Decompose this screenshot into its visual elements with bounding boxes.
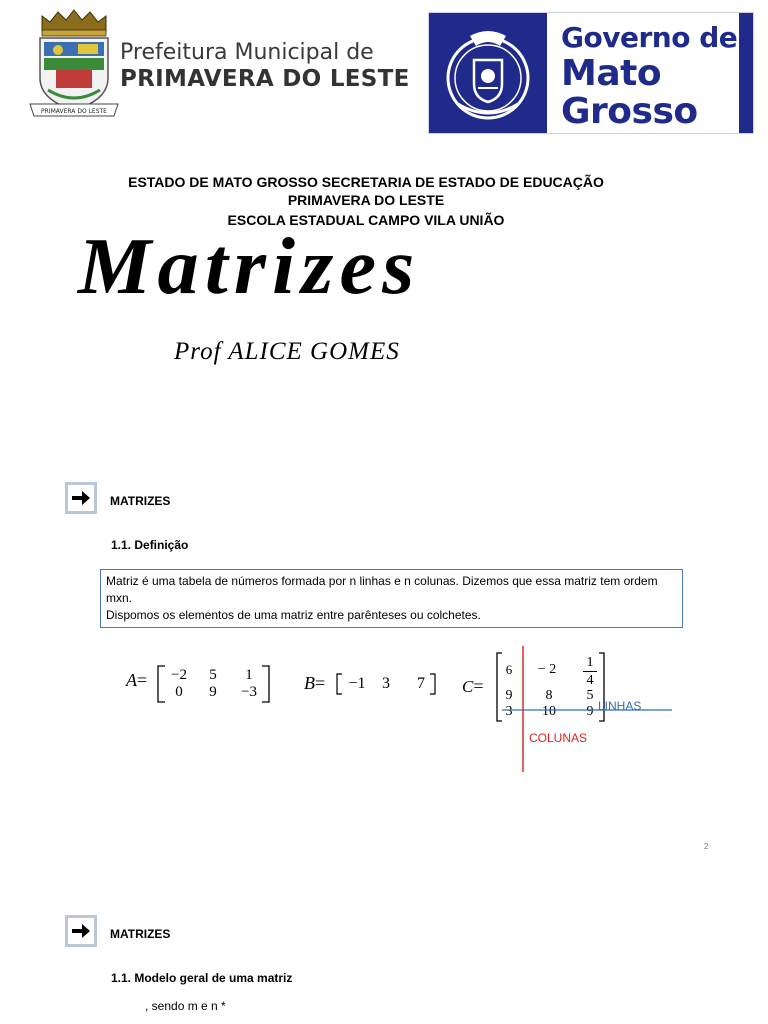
columns-label: COLUNAS [529,731,588,745]
section2-subheading: 1.1. Modelo geral de uma matriz [111,971,293,985]
matrix-c-cell: 5 [586,688,594,703]
matrix-a-cell: 5 [209,667,217,683]
matrix-a-cell: −3 [241,684,257,700]
matrix-a-cell: 1 [245,667,253,683]
state-logo-line1: Governo de [561,21,738,54]
section-arrow-icon [65,915,97,947]
matrix-b-cell: 3 [382,675,390,692]
matrix-c-name: C [462,677,474,696]
definition-text: Matriz é uma tabela de números formada por n linhas e n colunas. Dizemos que essa matriz tem ordem mxn. [106,574,658,605]
matrix-b-cell: −1 [348,675,366,692]
matrix-a-cell: 0 [175,684,183,700]
matrix-c-cell: 3 [505,704,513,719]
matrix-c-cell: 9 [586,704,594,719]
section-heading: MATRIZES [110,494,171,508]
fraction-numerator: 1 [586,655,594,670]
matrix-c-cell: 10 [542,704,556,719]
subsection-heading: 1.1. Definição [111,538,189,552]
author-name: Prof ALICE GOMES [174,338,400,365]
municipal-name-line2: PRIMAVERA DO LESTE [120,66,410,92]
equals-sign: = [473,676,484,696]
matrix-b-cell: 7 [417,675,425,692]
crest-ribbon-text: PRIMAVERA DO LESTE [41,108,107,115]
state-logo-line3: Grosso [561,91,698,132]
matrix-c-cell: 9 [505,688,513,703]
matrix-a-cell: 9 [209,684,217,700]
definition-text-brackets: Dispomos os elementos de uma matriz entre parênteses ou colchetes. [106,608,481,622]
general-model-text: , sendo m e n * [145,999,226,1013]
matrix-b-name: B [304,673,315,693]
fraction-denominator: 4 [586,673,594,688]
matrix-a-name: A [126,670,137,690]
page-number: 2 [704,842,709,851]
section2-heading: MATRIZES [110,927,171,941]
equals-sign: = [137,670,148,690]
state-logo-line2: Mato [561,53,662,94]
matrix-c-cell: − 2 [537,662,557,677]
rows-label: LINHAS [598,699,642,713]
equals-sign: = [315,673,326,693]
matrix-c-cell: 6 [505,662,513,677]
matrix-c-cell: 8 [545,688,553,703]
school-header-line3: ESCOLA ESTADUAL CAMPO VILA UNIÃO [227,212,505,228]
document-main-title: Matrizes [78,223,421,311]
school-header-line1: ESTADO DE MATO GROSSO SECRETARIA DE ESTADO DE EDUCAÇÃO [128,174,604,190]
school-header-line2: PRIMAVERA DO LESTE [287,192,445,208]
matrix-a-cell: −2 [171,667,187,683]
municipal-name-line1: Prefeitura Municipal de [120,40,374,65]
